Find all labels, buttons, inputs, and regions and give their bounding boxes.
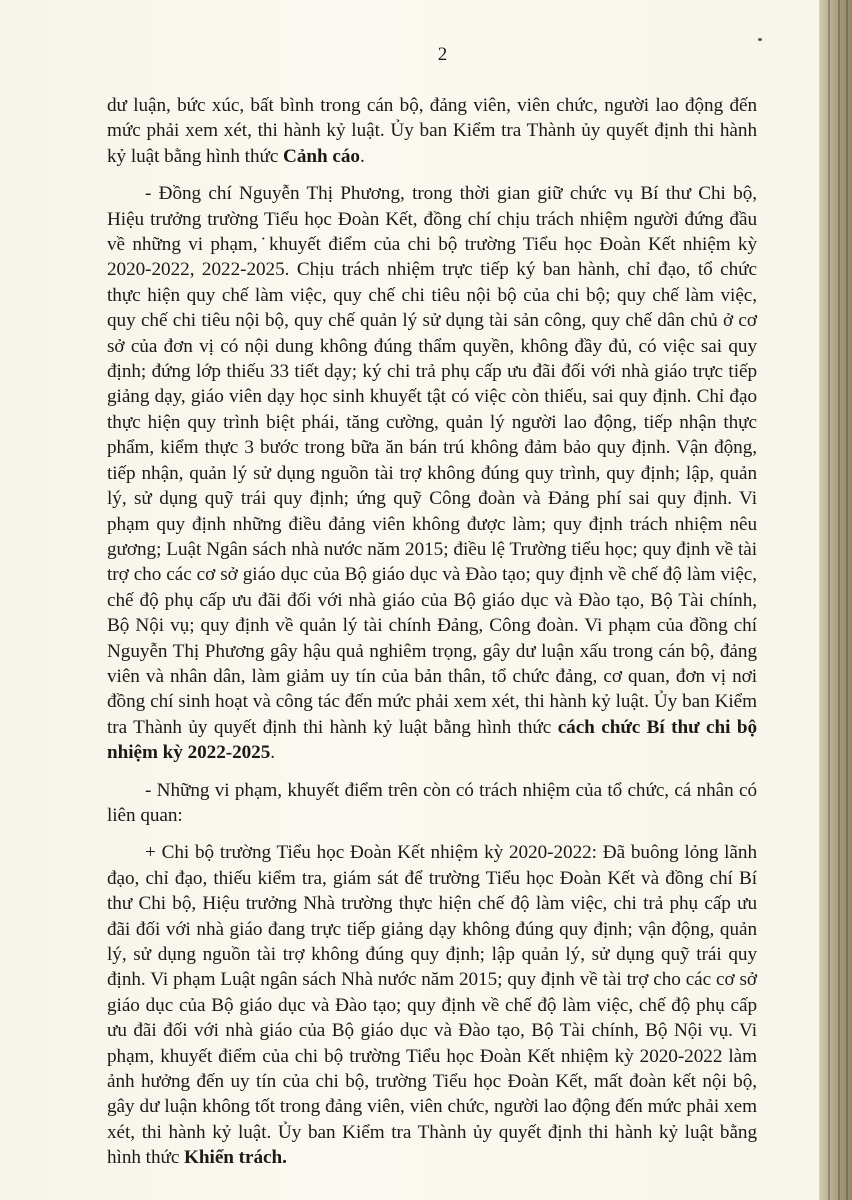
paragraph-related-responsibility (107, 778, 757, 829)
paragraph-chi-bo (107, 840, 757, 1170)
binding-edge (820, 0, 852, 1200)
paragraph-text-end: . (359, 145, 365, 167)
paragraph-continuation (107, 93, 757, 169)
disciplinary-form: Cảnh cáo (283, 145, 360, 167)
binding-line (846, 0, 848, 1200)
paragraph-text: - Những vi phạm, khuyết điểm trên còn có trách nhiệm của tổ chức, cá nhân có liên quan: (107, 779, 757, 826)
paragraph-text: + Chi bộ trường Tiểu học Đoàn Kết nhiệm kỳ 2020-2022: Đã buông lỏng lãnh đạo, chỉ đạo, thiếu kiểm tra, giám sát để trường Tiểu học Đoàn Kết và đồng chí Bí thư Chi bộ, Hiệu trưởng Nhà trường thực hiện chế độ làm việc, chi trả phụ cấp ưu đãi đối với nhà giáo đang trực tiếp giảng dạy không đúng quy định; vận động, quản lý, sử dụng nguồn tài trợ không đúng quy định; lập quản lý, sử dụng quỹ trái quy định. Vi phạm Luật ngân sách Nhà nước năm 2015; quy định về tài trợ cho các cơ sở giáo dục của Bộ giáo dục và Đào tạo; quy định về chế độ làm việc, chế độ phụ cấp ưu đãi đối với nhà giáo của Bộ giáo dục và Đào tạo, Bộ Tài chính, Bộ Nội vụ. Vi phạm, khuyết điểm của chi bộ trường Tiểu học Đoàn Kết nhiệm kỳ 2020-2022 làm ảnh hưởng đến uy tín của chi bộ, trường Tiểu học Đoàn Kết, mất đoàn kết nội bộ, gây dư luận không tốt trong đảng viên, viên chức, người lao động đến mức phải xem xét, thi hành kỷ luật. Ủy ban Kiểm tra Thành ủy quyết định thi hành kỷ luật bằng hình thức (107, 842, 757, 1169)
binding-line (828, 0, 830, 1200)
paragraph-text: - Đồng chí Nguyễn Thị Phương, trong thời gian giữ chức vụ Bí thư Chi bộ, Hiệu trưởng trường Tiểu học Đoàn Kết, đồng chí chịu trách nhiệm người đứng đầu về những vi phạm,˙khuyết điểm của chi bộ trường Tiểu học Đoàn Kết nhiệm kỳ 2020-2022, 2022-2025. Chịu trách nhiệm trực tiếp ký ban hành, chỉ đạo, tổ chức thực hiện quy chế làm việc, quy chế chi tiêu nội bộ của chi bộ; quy chế làm việc, quy chế chi tiêu nội bộ, quy chế quản lý sử dụng tài sản công, quy chế dân chủ ở cơ sở của đơn vị có nội dung không đúng thẩm quyền, không đầy đủ, có việc sai quy định; đứng lớp thiếu 33 tiết dạy; ký chi trả phụ cấp ưu đãi đối với nhà giáo trực tiếp giảng dạy, giáo viên dạy học sinh khuyết tật có việc còn thiếu, sai quy định. Chỉ đạo thực hiện quy trình biệt phái, tăng cường, quản lý người lao động, tiếp nhận thực phẩm, kiểm thực 3 bước trong bữa ăn bán trú không đảm bảo quy định. Vận động, tiếp nhận, quản lý sử dụng nguồn tài trợ không đúng quy trình, quy định; lập, quản lý, sử dụng quỹ trái quy định; ứng quỹ Công đoàn và Đảng phí sai quy định. Vi phạm quy định những điều đảng viên không được làm; quy định trách nhiệm nêu gương; Luật Ngân sách nhà nước năm 2015; điều lệ Trường tiểu học; quy định về tài trợ cho các cơ sở giáo dục của Bộ giáo dục và Đào tạo; quy định về chế độ làm việc, chế độ phụ cấp ưu đãi đối với nhà giáo của Bộ giáo dục và Đào tạo, Bộ Tài chính, Bộ Nội vụ; quy định về quản lý tài chính Đảng, Công đoàn. Vi phạm của đồng chí Nguyễn Thị Phương gây hậu quả nghiêm trọng, gây dư luận xấu trong cán bộ, đảng viên và nhân dân, làm giảm uy tín của bản thân, tổ chức đảng, cơ quan, đơn vị nơi đồng chí sinh hoạt và công tác đến mức phải xem xét, thi hành kỷ luật. Ủy ban Kiểm tra Thành ủy quyết định thi hành kỷ luật bằng hình thức (107, 183, 757, 738)
paragraph-text: dư luận, bức xúc, bất bình trong cán bộ, đảng viên, viên chức, người lao động đến mức phải xem xét, thi hành kỷ luật. Ủy ban Kiểm tra Thành ủy quyết định thi hành kỷ luật bằng hình thức (107, 95, 757, 167)
disciplinary-form: Khiển trách. (184, 1147, 287, 1169)
binding-line (838, 0, 840, 1200)
scan-speck (758, 38, 762, 41)
document-body (107, 93, 757, 1183)
page-number: 2 (437, 44, 448, 65)
paragraph-text-end: . (270, 742, 276, 764)
disciplinary-form: cách chức Bí thư chi bộ nhiệm kỳ 2022-2025 (107, 716, 757, 764)
paragraph-nguyen-thi-phuong (107, 181, 757, 765)
